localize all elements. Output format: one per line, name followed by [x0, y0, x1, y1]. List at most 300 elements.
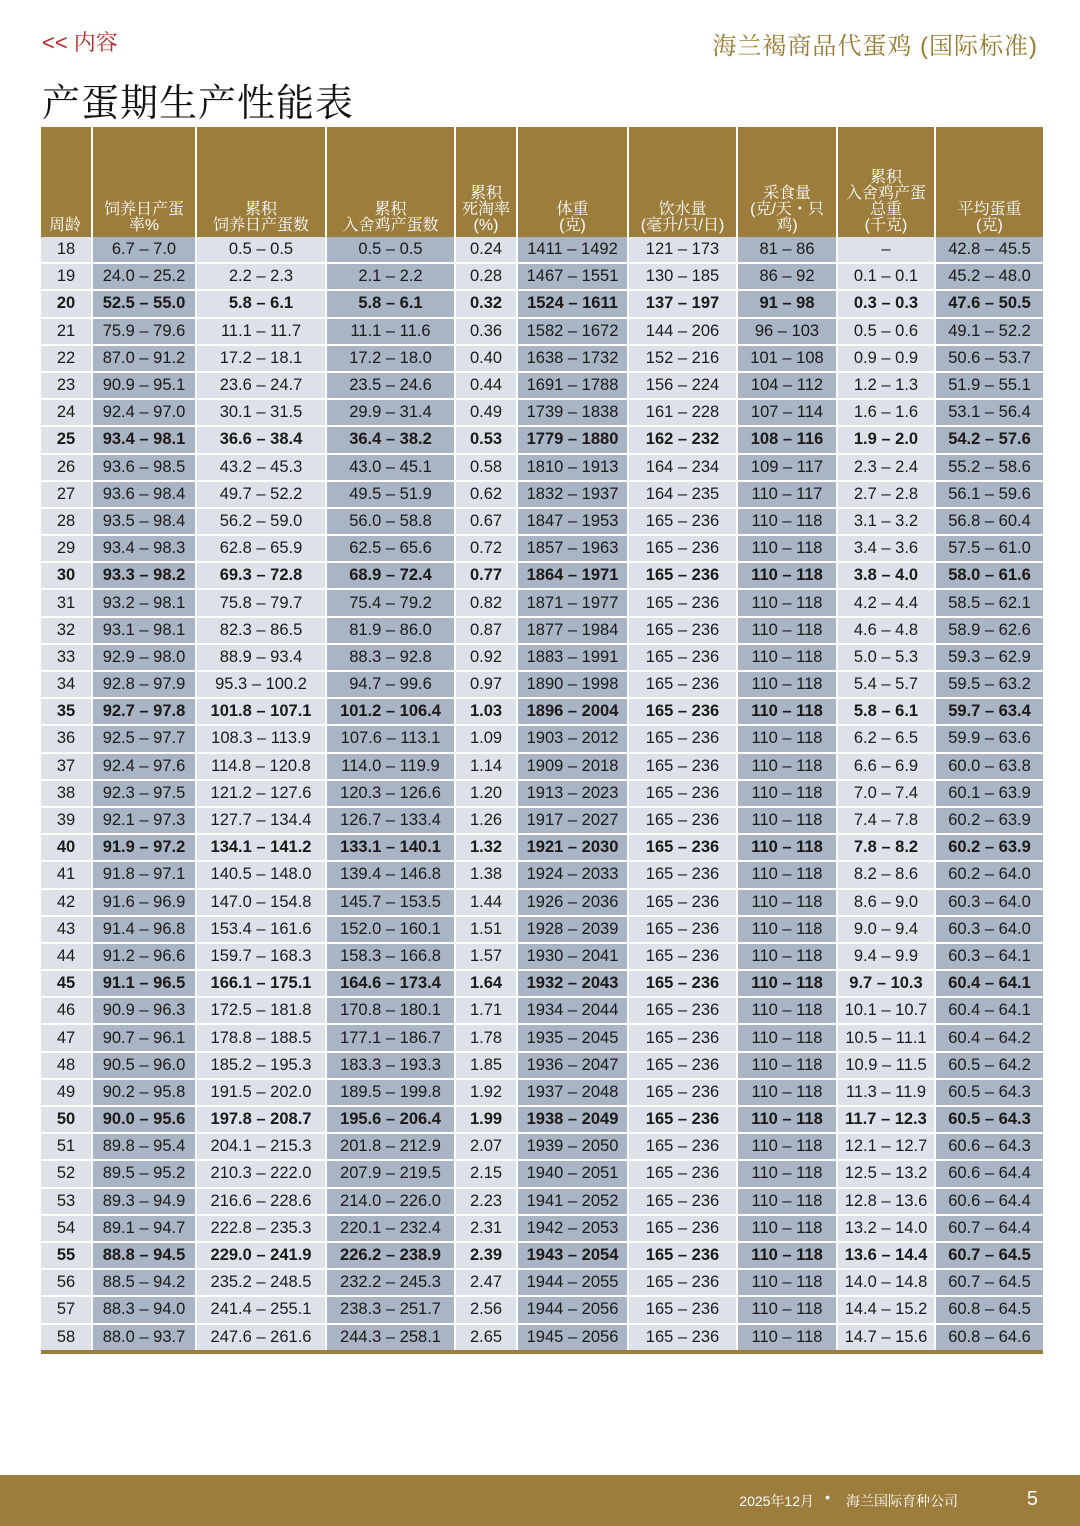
- header-hen-day-rate: 饲养日产蛋 率%: [92, 127, 196, 237]
- cum-hen-day-eggs-cell: 127.7 – 134.4: [196, 807, 326, 834]
- feed-intake-cell: 109 – 117: [737, 454, 837, 481]
- body-weight-cell: 1467 – 1551: [517, 263, 628, 290]
- cum-mortality-cell: 2.23: [455, 1188, 517, 1215]
- cum-hen-day-eggs-cell: 82.3 – 86.5: [196, 617, 326, 644]
- avg-egg-weight-cell: 56.8 – 60.4: [935, 508, 1043, 535]
- table-row: [41, 1133, 1043, 1160]
- hen-day-rate-cell: 75.9 – 79.6: [92, 318, 196, 345]
- cum-hen-day-eggs-cell: 69.3 – 72.8: [196, 562, 326, 589]
- cum-egg-mass-cell: 4.6 – 4.8: [837, 617, 935, 644]
- cum-hen-day-eggs-cell: 11.1 – 11.7: [196, 318, 326, 345]
- cum-hen-day-eggs-cell: 216.6 – 228.6: [196, 1188, 326, 1215]
- table-row: [41, 481, 1043, 508]
- cum-egg-mass-cell: 3.8 – 4.0: [837, 562, 935, 589]
- table-row: [41, 454, 1043, 481]
- water-intake-cell: 165 – 236: [628, 1052, 737, 1079]
- hen-day-rate-cell: 24.0 – 25.2: [92, 263, 196, 290]
- cum-mortality-cell: 1.03: [455, 698, 517, 725]
- page-footer: [0, 1475, 1080, 1526]
- hen-day-rate-cell: 91.4 – 96.8: [92, 916, 196, 943]
- cum-mortality-cell: 1.92: [455, 1079, 517, 1106]
- hen-day-rate-cell: 93.1 – 98.1: [92, 617, 196, 644]
- table-header-row: [41, 127, 1043, 237]
- avg-egg-weight-cell: 60.6 – 64.3: [935, 1133, 1043, 1160]
- cum-mortality-cell: 0.32: [455, 290, 517, 317]
- avg-egg-weight-cell: 60.2 – 64.0: [935, 861, 1043, 888]
- hen-day-rate-cell: 92.9 – 98.0: [92, 644, 196, 671]
- cum-egg-mass-cell: 1.2 – 1.3: [837, 372, 935, 399]
- table-row: [41, 861, 1043, 888]
- feed-intake-cell: 110 – 118: [737, 1296, 837, 1323]
- cum-hen-day-eggs-cell: 49.7 – 52.2: [196, 481, 326, 508]
- cum-hen-day-eggs-cell: 56.2 – 59.0: [196, 508, 326, 535]
- water-intake-cell: 164 – 235: [628, 481, 737, 508]
- water-intake-cell: 144 – 206: [628, 318, 737, 345]
- document-title: 海兰褐商品代蛋鸡 (国际标准): [712, 33, 1038, 60]
- cum-hen-housed-eggs-cell: 88.3 – 92.8: [326, 644, 455, 671]
- cum-hen-housed-eggs-cell: 158.3 – 166.8: [326, 943, 455, 970]
- feed-intake-cell: 110 – 118: [737, 916, 837, 943]
- cum-hen-housed-eggs-cell: 43.0 – 45.1: [326, 454, 455, 481]
- cum-mortality-cell: 1.20: [455, 780, 517, 807]
- hen-day-rate-cell: 88.0 – 93.7: [92, 1324, 196, 1352]
- cum-hen-housed-eggs-cell: 49.5 – 51.9: [326, 481, 455, 508]
- hen-day-rate-cell: 93.6 – 98.4: [92, 481, 196, 508]
- cum-mortality-cell: 0.82: [455, 589, 517, 616]
- hen-day-rate-cell: 90.2 – 95.8: [92, 1079, 196, 1106]
- cum-mortality-cell: 2.47: [455, 1269, 517, 1296]
- body-weight-cell: 1926 – 2036: [517, 889, 628, 916]
- cum-hen-day-eggs-cell: 17.2 – 18.1: [196, 345, 326, 372]
- cum-hen-day-eggs-cell: 2.2 – 2.3: [196, 263, 326, 290]
- avg-egg-weight-cell: 45.2 – 48.0: [935, 263, 1043, 290]
- avg-egg-weight-cell: 60.5 – 64.3: [935, 1106, 1043, 1133]
- cum-mortality-cell: 1.64: [455, 970, 517, 997]
- water-intake-cell: 165 – 236: [628, 1188, 737, 1215]
- water-intake-cell: 165 – 236: [628, 916, 737, 943]
- cum-hen-housed-eggs-cell: 126.7 – 133.4: [326, 807, 455, 834]
- cum-egg-mass-cell: 5.8 – 6.1: [837, 698, 935, 725]
- cum-egg-mass-cell: 10.5 – 11.1: [837, 1024, 935, 1051]
- table-row: [41, 372, 1043, 399]
- feed-intake-cell: 110 – 118: [737, 1215, 837, 1242]
- avg-egg-weight-cell: 60.7 – 64.5: [935, 1269, 1043, 1296]
- cum-mortality-cell: 0.62: [455, 481, 517, 508]
- week-age-cell: 38: [41, 780, 92, 807]
- cum-mortality-cell: 1.32: [455, 834, 517, 861]
- back-to-contents-link[interactable]: << 内容: [42, 30, 118, 55]
- week-age-cell: 40: [41, 834, 92, 861]
- body-weight-cell: 1857 – 1963: [517, 535, 628, 562]
- hen-day-rate-cell: 90.9 – 95.1: [92, 372, 196, 399]
- body-weight-cell: 1883 – 1991: [517, 644, 628, 671]
- cum-mortality-cell: 0.92: [455, 644, 517, 671]
- hen-day-rate-cell: 88.3 – 94.0: [92, 1296, 196, 1323]
- cum-hen-day-eggs-cell: 140.5 – 148.0: [196, 861, 326, 888]
- cum-hen-day-eggs-cell: 229.0 – 241.9: [196, 1242, 326, 1269]
- feed-intake-cell: 110 – 118: [737, 698, 837, 725]
- cum-hen-day-eggs-cell: 147.0 – 154.8: [196, 889, 326, 916]
- footer-company: 海兰国际育种公司: [846, 1493, 958, 1509]
- cum-hen-housed-eggs-cell: 23.5 – 24.6: [326, 372, 455, 399]
- cum-egg-mass-cell: –: [837, 237, 935, 263]
- cum-hen-housed-eggs-cell: 145.7 – 153.5: [326, 889, 455, 916]
- hen-day-rate-cell: 92.5 – 97.7: [92, 725, 196, 752]
- body-weight-cell: 1935 – 2045: [517, 1024, 628, 1051]
- body-weight-cell: 1939 – 2050: [517, 1133, 628, 1160]
- cum-hen-day-eggs-cell: 222.8 – 235.3: [196, 1215, 326, 1242]
- table-row: [41, 318, 1043, 345]
- water-intake-cell: 165 – 236: [628, 997, 737, 1024]
- feed-intake-cell: 110 – 118: [737, 589, 837, 616]
- cum-hen-housed-eggs-cell: 81.9 – 86.0: [326, 617, 455, 644]
- table-row: [41, 644, 1043, 671]
- cum-egg-mass-cell: 11.3 – 11.9: [837, 1079, 935, 1106]
- water-intake-cell: 165 – 236: [628, 1160, 737, 1187]
- cum-hen-day-eggs-cell: 159.7 – 168.3: [196, 943, 326, 970]
- footer-separator: •: [825, 1489, 830, 1505]
- cum-egg-mass-cell: 10.1 – 10.7: [837, 997, 935, 1024]
- hen-day-rate-cell: 92.8 – 97.9: [92, 671, 196, 698]
- hen-day-rate-cell: 89.3 – 94.9: [92, 1188, 196, 1215]
- cum-hen-housed-eggs-cell: 68.9 – 72.4: [326, 562, 455, 589]
- cum-hen-housed-eggs-cell: 189.5 – 199.8: [326, 1079, 455, 1106]
- body-weight-cell: 1938 – 2049: [517, 1106, 628, 1133]
- cum-mortality-cell: 1.14: [455, 753, 517, 780]
- week-age-cell: 54: [41, 1215, 92, 1242]
- cum-hen-day-eggs-cell: 241.4 – 255.1: [196, 1296, 326, 1323]
- week-age-cell: 35: [41, 698, 92, 725]
- water-intake-cell: 165 – 236: [628, 753, 737, 780]
- cum-mortality-cell: 2.31: [455, 1215, 517, 1242]
- week-age-cell: 48: [41, 1052, 92, 1079]
- hen-day-rate-cell: 93.6 – 98.5: [92, 454, 196, 481]
- table-row: [41, 889, 1043, 916]
- avg-egg-weight-cell: 42.8 – 45.5: [935, 237, 1043, 263]
- cum-hen-housed-eggs-cell: 201.8 – 212.9: [326, 1133, 455, 1160]
- body-weight-cell: 1810 – 1913: [517, 454, 628, 481]
- header-body-weight: 体重 (克): [517, 127, 628, 237]
- cum-egg-mass-cell: 6.2 – 6.5: [837, 725, 935, 752]
- table-row: [41, 263, 1043, 290]
- cum-hen-day-eggs-cell: 0.5 – 0.5: [196, 237, 326, 263]
- header-week-age: 周龄: [41, 127, 92, 237]
- table-row: [41, 290, 1043, 317]
- week-age-cell: 36: [41, 725, 92, 752]
- water-intake-cell: 165 – 236: [628, 698, 737, 725]
- body-weight-cell: 1864 – 1971: [517, 562, 628, 589]
- cum-mortality-cell: 1.26: [455, 807, 517, 834]
- cum-hen-day-eggs-cell: 114.8 – 120.8: [196, 753, 326, 780]
- hen-day-rate-cell: 88.5 – 94.2: [92, 1269, 196, 1296]
- avg-egg-weight-cell: 58.5 – 62.1: [935, 589, 1043, 616]
- hen-day-rate-cell: 52.5 – 55.0: [92, 290, 196, 317]
- table-row: [41, 1296, 1043, 1323]
- cum-mortality-cell: 1.51: [455, 916, 517, 943]
- cum-mortality-cell: 1.57: [455, 943, 517, 970]
- week-age-cell: 53: [41, 1188, 92, 1215]
- body-weight-cell: 1638 – 1732: [517, 345, 628, 372]
- body-weight-cell: 1903 – 2012: [517, 725, 628, 752]
- avg-egg-weight-cell: 60.5 – 64.2: [935, 1052, 1043, 1079]
- week-age-cell: 46: [41, 997, 92, 1024]
- hen-day-rate-cell: 90.5 – 96.0: [92, 1052, 196, 1079]
- cum-hen-day-eggs-cell: 36.6 – 38.4: [196, 426, 326, 453]
- body-weight-cell: 1832 – 1937: [517, 481, 628, 508]
- cum-hen-day-eggs-cell: 101.8 – 107.1: [196, 698, 326, 725]
- feed-intake-cell: 110 – 118: [737, 725, 837, 752]
- hen-day-rate-cell: 89.8 – 95.4: [92, 1133, 196, 1160]
- cum-mortality-cell: 0.44: [455, 372, 517, 399]
- cum-mortality-cell: 0.40: [455, 345, 517, 372]
- table-row: [41, 399, 1043, 426]
- cum-hen-day-eggs-cell: 210.3 – 222.0: [196, 1160, 326, 1187]
- week-age-cell: 32: [41, 617, 92, 644]
- body-weight-cell: 1921 – 2030: [517, 834, 628, 861]
- feed-intake-cell: 110 – 118: [737, 671, 837, 698]
- cum-mortality-cell: 0.87: [455, 617, 517, 644]
- table-row: [41, 834, 1043, 861]
- cum-mortality-cell: 1.71: [455, 997, 517, 1024]
- cum-hen-day-eggs-cell: 204.1 – 215.3: [196, 1133, 326, 1160]
- hen-day-rate-cell: 92.1 – 97.3: [92, 807, 196, 834]
- cum-hen-housed-eggs-cell: 177.1 – 186.7: [326, 1024, 455, 1051]
- cum-egg-mass-cell: 4.2 – 4.4: [837, 589, 935, 616]
- feed-intake-cell: 110 – 118: [737, 535, 837, 562]
- feed-intake-cell: 110 – 118: [737, 834, 837, 861]
- hen-day-rate-cell: 91.6 – 96.9: [92, 889, 196, 916]
- water-intake-cell: 165 – 236: [628, 943, 737, 970]
- cum-hen-housed-eggs-cell: 152.0 – 160.1: [326, 916, 455, 943]
- cum-mortality-cell: 2.39: [455, 1242, 517, 1269]
- water-intake-cell: 165 – 236: [628, 780, 737, 807]
- water-intake-cell: 165 – 236: [628, 725, 737, 752]
- water-intake-cell: 165 – 236: [628, 1269, 737, 1296]
- cum-mortality-cell: 0.72: [455, 535, 517, 562]
- avg-egg-weight-cell: 59.7 – 63.4: [935, 698, 1043, 725]
- cum-hen-day-eggs-cell: 172.5 – 181.8: [196, 997, 326, 1024]
- cum-mortality-cell: 0.24: [455, 237, 517, 263]
- cum-mortality-cell: 1.99: [455, 1106, 517, 1133]
- cum-egg-mass-cell: 5.0 – 5.3: [837, 644, 935, 671]
- feed-intake-cell: 110 – 117: [737, 481, 837, 508]
- table-body: [41, 237, 1043, 1352]
- water-intake-cell: 165 – 236: [628, 1106, 737, 1133]
- avg-egg-weight-cell: 60.8 – 64.5: [935, 1296, 1043, 1323]
- body-weight-cell: 1691 – 1788: [517, 372, 628, 399]
- cum-hen-housed-eggs-cell: 120.3 – 126.6: [326, 780, 455, 807]
- week-age-cell: 41: [41, 861, 92, 888]
- cum-egg-mass-cell: 12.8 – 13.6: [837, 1188, 935, 1215]
- cum-hen-day-eggs-cell: 88.9 – 93.4: [196, 644, 326, 671]
- feed-intake-cell: 110 – 118: [737, 508, 837, 535]
- body-weight-cell: 1942 – 2053: [517, 1215, 628, 1242]
- cum-egg-mass-cell: 0.5 – 0.6: [837, 318, 935, 345]
- cum-hen-housed-eggs-cell: 75.4 – 79.2: [326, 589, 455, 616]
- body-weight-cell: 1917 – 2027: [517, 807, 628, 834]
- week-age-cell: 30: [41, 562, 92, 589]
- week-age-cell: 22: [41, 345, 92, 372]
- feed-intake-cell: 110 – 118: [737, 644, 837, 671]
- cum-egg-mass-cell: 3.1 – 3.2: [837, 508, 935, 535]
- avg-egg-weight-cell: 58.0 – 61.6: [935, 562, 1043, 589]
- week-age-cell: 25: [41, 426, 92, 453]
- hen-day-rate-cell: 91.1 – 96.5: [92, 970, 196, 997]
- body-weight-cell: 1913 – 2023: [517, 780, 628, 807]
- avg-egg-weight-cell: 59.9 – 63.6: [935, 725, 1043, 752]
- avg-egg-weight-cell: 53.1 – 56.4: [935, 399, 1043, 426]
- week-age-cell: 56: [41, 1269, 92, 1296]
- cum-mortality-cell: 2.65: [455, 1324, 517, 1352]
- avg-egg-weight-cell: 60.0 – 63.8: [935, 753, 1043, 780]
- avg-egg-weight-cell: 60.4 – 64.1: [935, 970, 1043, 997]
- water-intake-cell: 152 – 216: [628, 345, 737, 372]
- avg-egg-weight-cell: 60.2 – 63.9: [935, 807, 1043, 834]
- cum-mortality-cell: 1.44: [455, 889, 517, 916]
- cum-hen-housed-eggs-cell: 195.6 – 206.4: [326, 1106, 455, 1133]
- cum-egg-mass-cell: 5.4 – 5.7: [837, 671, 935, 698]
- feed-intake-cell: 110 – 118: [737, 1052, 837, 1079]
- cum-mortality-cell: 1.09: [455, 725, 517, 752]
- avg-egg-weight-cell: 55.2 – 58.6: [935, 454, 1043, 481]
- cum-egg-mass-cell: 12.5 – 13.2: [837, 1160, 935, 1187]
- table-row: [41, 671, 1043, 698]
- cum-hen-housed-eggs-cell: 133.1 – 140.1: [326, 834, 455, 861]
- cum-hen-day-eggs-cell: 108.3 – 113.9: [196, 725, 326, 752]
- feed-intake-cell: 110 – 118: [737, 1242, 837, 1269]
- table-row: [41, 1024, 1043, 1051]
- table-row: [41, 997, 1043, 1024]
- cum-hen-day-eggs-cell: 62.8 – 65.9: [196, 535, 326, 562]
- week-age-cell: 57: [41, 1296, 92, 1323]
- body-weight-cell: 1941 – 2052: [517, 1188, 628, 1215]
- table-row: [41, 1106, 1043, 1133]
- week-age-cell: 55: [41, 1242, 92, 1269]
- table-row: [41, 535, 1043, 562]
- cum-hen-housed-eggs-cell: 139.4 – 146.8: [326, 861, 455, 888]
- cum-egg-mass-cell: 13.6 – 14.4: [837, 1242, 935, 1269]
- water-intake-cell: 165 – 236: [628, 589, 737, 616]
- footer-date: 2025年12月: [739, 1493, 814, 1509]
- avg-egg-weight-cell: 60.6 – 64.4: [935, 1188, 1043, 1215]
- cum-hen-housed-eggs-cell: 62.5 – 65.6: [326, 535, 455, 562]
- table-row: [41, 1052, 1043, 1079]
- week-age-cell: 21: [41, 318, 92, 345]
- water-intake-cell: 165 – 236: [628, 508, 737, 535]
- cum-hen-housed-eggs-cell: 0.5 – 0.5: [326, 237, 455, 263]
- body-weight-cell: 1871 – 1977: [517, 589, 628, 616]
- body-weight-cell: 1896 – 2004: [517, 698, 628, 725]
- water-intake-cell: 161 – 228: [628, 399, 737, 426]
- cum-mortality-cell: 0.36: [455, 318, 517, 345]
- cum-hen-day-eggs-cell: 43.2 – 45.3: [196, 454, 326, 481]
- production-performance-table: [41, 127, 1043, 1354]
- avg-egg-weight-cell: 60.5 – 64.3: [935, 1079, 1043, 1106]
- feed-intake-cell: 110 – 118: [737, 1133, 837, 1160]
- avg-egg-weight-cell: 49.1 – 52.2: [935, 318, 1043, 345]
- body-weight-cell: 1943 – 2054: [517, 1242, 628, 1269]
- water-intake-cell: 165 – 236: [628, 562, 737, 589]
- body-weight-cell: 1936 – 2047: [517, 1052, 628, 1079]
- body-weight-cell: 1890 – 1998: [517, 671, 628, 698]
- table-row: [41, 345, 1043, 372]
- hen-day-rate-cell: 89.5 – 95.2: [92, 1160, 196, 1187]
- cum-mortality-cell: 1.38: [455, 861, 517, 888]
- header-cumulative-egg-mass: 累积 入舍鸡产蛋 总重 (千克): [837, 127, 935, 237]
- cum-hen-day-eggs-cell: 197.8 – 208.7: [196, 1106, 326, 1133]
- cum-egg-mass-cell: 0.9 – 0.9: [837, 345, 935, 372]
- avg-egg-weight-cell: 60.3 – 64.0: [935, 916, 1043, 943]
- cum-hen-day-eggs-cell: 235.2 – 248.5: [196, 1269, 326, 1296]
- body-weight-cell: 1411 – 1492: [517, 237, 628, 263]
- cum-egg-mass-cell: 9.4 – 9.9: [837, 943, 935, 970]
- cum-hen-housed-eggs-cell: 114.0 – 119.9: [326, 753, 455, 780]
- cum-hen-housed-eggs-cell: 5.8 – 6.1: [326, 290, 455, 317]
- hen-day-rate-cell: 93.4 – 98.3: [92, 535, 196, 562]
- page-title: 产蛋期生产性能表: [42, 83, 355, 125]
- cum-hen-housed-eggs-cell: 17.2 – 18.0: [326, 345, 455, 372]
- week-age-cell: 51: [41, 1133, 92, 1160]
- week-age-cell: 28: [41, 508, 92, 535]
- cum-egg-mass-cell: 7.0 – 7.4: [837, 780, 935, 807]
- cum-hen-day-eggs-cell: 23.6 – 24.7: [196, 372, 326, 399]
- cum-hen-housed-eggs-cell: 2.1 – 2.2: [326, 263, 455, 290]
- cum-hen-housed-eggs-cell: 238.3 – 251.7: [326, 1296, 455, 1323]
- water-intake-cell: 165 – 236: [628, 1324, 737, 1352]
- feed-intake-cell: 110 – 118: [737, 943, 837, 970]
- week-age-cell: 58: [41, 1324, 92, 1352]
- water-intake-cell: 165 – 236: [628, 807, 737, 834]
- cum-mortality-cell: 2.56: [455, 1296, 517, 1323]
- feed-intake-cell: 110 – 118: [737, 1188, 837, 1215]
- water-intake-cell: 165 – 236: [628, 1024, 737, 1051]
- week-age-cell: 44: [41, 943, 92, 970]
- water-intake-cell: 164 – 234: [628, 454, 737, 481]
- avg-egg-weight-cell: 50.6 – 53.7: [935, 345, 1043, 372]
- avg-egg-weight-cell: 60.7 – 64.4: [935, 1215, 1043, 1242]
- cum-egg-mass-cell: 0.1 – 0.1: [837, 263, 935, 290]
- feed-intake-cell: 110 – 118: [737, 889, 837, 916]
- feed-intake-cell: 110 – 118: [737, 1269, 837, 1296]
- cum-egg-mass-cell: 11.7 – 12.3: [837, 1106, 935, 1133]
- cum-egg-mass-cell: 13.2 – 14.0: [837, 1215, 935, 1242]
- avg-egg-weight-cell: 57.5 – 61.0: [935, 535, 1043, 562]
- avg-egg-weight-cell: 60.7 – 64.5: [935, 1242, 1043, 1269]
- cum-hen-day-eggs-cell: 191.5 – 202.0: [196, 1079, 326, 1106]
- cum-hen-day-eggs-cell: 134.1 – 141.2: [196, 834, 326, 861]
- cum-egg-mass-cell: 14.4 – 15.2: [837, 1296, 935, 1323]
- feed-intake-cell: 110 – 118: [737, 1324, 837, 1352]
- avg-egg-weight-cell: 60.4 – 64.1: [935, 997, 1043, 1024]
- avg-egg-weight-cell: 54.2 – 57.6: [935, 426, 1043, 453]
- feed-intake-cell: 108 – 116: [737, 426, 837, 453]
- feed-intake-cell: 110 – 118: [737, 997, 837, 1024]
- cum-hen-housed-eggs-cell: 29.9 – 31.4: [326, 399, 455, 426]
- cum-egg-mass-cell: 7.8 – 8.2: [837, 834, 935, 861]
- cum-hen-housed-eggs-cell: 11.1 – 11.6: [326, 318, 455, 345]
- water-intake-cell: 121 – 173: [628, 237, 737, 263]
- week-age-cell: 27: [41, 481, 92, 508]
- page-number: 5: [1026, 1488, 1038, 1510]
- cum-hen-housed-eggs-cell: 226.2 – 238.9: [326, 1242, 455, 1269]
- hen-day-rate-cell: 91.2 – 96.6: [92, 943, 196, 970]
- cum-egg-mass-cell: 8.6 – 9.0: [837, 889, 935, 916]
- table-row: [41, 1242, 1043, 1269]
- week-age-cell: 45: [41, 970, 92, 997]
- cum-hen-housed-eggs-cell: 94.7 – 99.6: [326, 671, 455, 698]
- avg-egg-weight-cell: 60.2 – 63.9: [935, 834, 1043, 861]
- cum-egg-mass-cell: 9.7 – 10.3: [837, 970, 935, 997]
